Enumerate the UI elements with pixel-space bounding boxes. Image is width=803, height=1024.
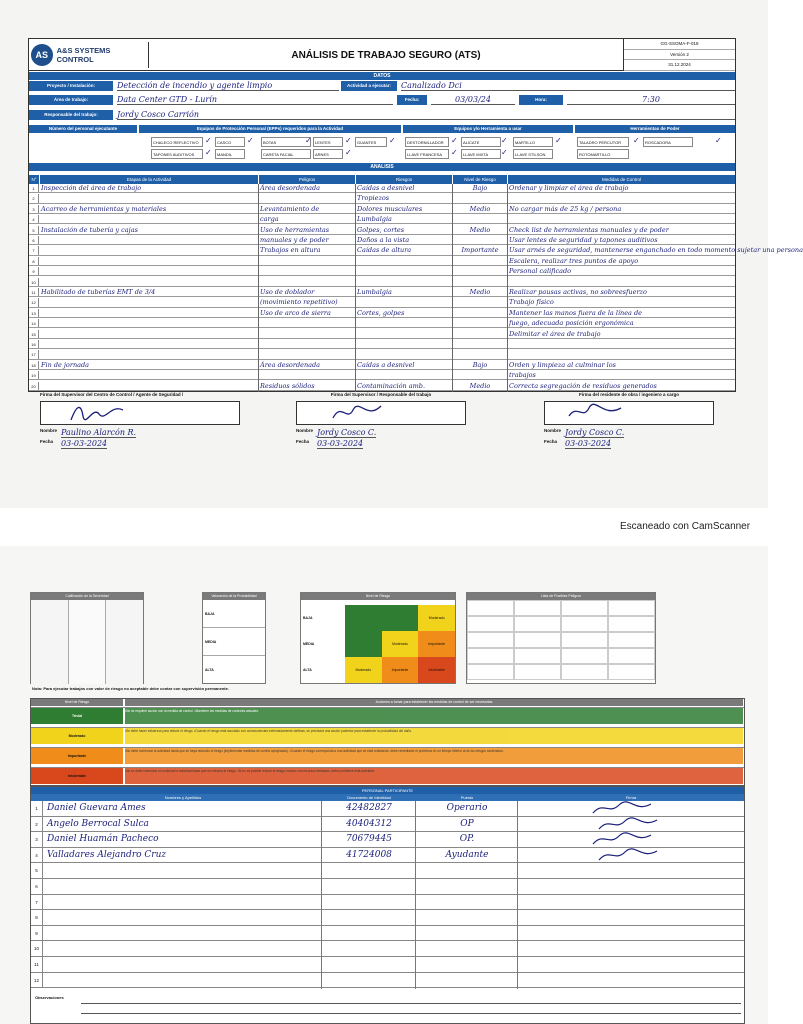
epp-item: BOTAS xyxy=(261,137,311,147)
personal-row xyxy=(31,832,744,848)
fecha-label: Fecha: xyxy=(397,95,427,105)
cell-dni xyxy=(325,957,413,972)
checkmark-icon: ✓ xyxy=(345,136,352,145)
cell-riesgo: Daños a la vista xyxy=(357,236,410,244)
risk-level-name: Intolerable xyxy=(31,768,123,784)
power-item: ROSCADORA xyxy=(643,137,693,147)
cell-nombre: Daniel Guevara Ames xyxy=(47,803,146,813)
cell-peligro: carga xyxy=(260,215,279,224)
checkmark-icon: ✓ xyxy=(247,136,254,145)
tool-item: DESTORNILLADOR xyxy=(405,137,449,147)
personal-row xyxy=(31,817,744,833)
row-number: 2 xyxy=(31,817,43,832)
cell-puesto xyxy=(419,957,515,972)
col-puesto-header: Puesto xyxy=(460,795,474,800)
nombre-label: Nombre xyxy=(544,428,562,433)
epp-item: CASCO xyxy=(215,137,245,147)
responsable-value: Jordy Cosco Carrión xyxy=(117,110,735,120)
cell-nivel: Bajo xyxy=(472,184,488,192)
fecha-label: Fecha xyxy=(296,439,310,444)
firma-supervisor-control xyxy=(40,392,240,462)
cell-peligro: Trabajos en altura xyxy=(260,246,321,255)
cell-nombre xyxy=(47,910,319,925)
analisis-row xyxy=(29,288,735,297)
cell-puesto xyxy=(419,926,515,941)
epp-item: TAPONES AUDITIVOS xyxy=(151,149,203,159)
analisis-row xyxy=(29,330,735,339)
col-num-header: N° xyxy=(29,175,39,184)
scanned-page-1 xyxy=(0,0,803,508)
cell-dni: 40404312 xyxy=(346,818,392,829)
signature-mark xyxy=(327,402,387,424)
nombre-label: Nombre xyxy=(40,428,58,433)
hora-label: Hora: xyxy=(519,95,563,105)
probabilidad-table xyxy=(202,592,266,684)
cell-dni xyxy=(325,895,413,910)
row-number: 6 xyxy=(29,236,39,244)
actividad-label: Actividad a ejecutar: xyxy=(341,81,397,91)
row-number: 12 xyxy=(29,298,39,306)
mini-title: Calificación de la Severidad xyxy=(31,593,143,600)
cell-control: Check list de herramientas manuales y de poder xyxy=(509,225,669,234)
nombre-value: Paulino Alarcón R. xyxy=(61,428,137,437)
cell-nombre: Daniel Huamán Pacheco xyxy=(47,834,159,845)
cell-peligro: Uso de doblador xyxy=(260,288,315,296)
cell-control: Ordenar y limpiar el área de trabajo xyxy=(509,184,629,192)
checkmark-icon: ✓ xyxy=(555,136,562,145)
row-number: 5 xyxy=(29,226,39,234)
personal-row xyxy=(31,895,744,911)
mini-title: Nivel de Riesgo xyxy=(301,593,455,600)
personal-row xyxy=(31,957,744,973)
cell-nivel: Importante xyxy=(461,246,499,255)
epp-item: ARNES xyxy=(313,149,343,159)
signature-mark xyxy=(591,801,661,816)
analisis-row xyxy=(29,361,735,370)
document-meta xyxy=(623,39,735,71)
analisis-row xyxy=(29,194,735,203)
analisis-row xyxy=(29,340,735,349)
fecha-label: Fecha xyxy=(40,439,54,444)
tool-item: ALICATE xyxy=(461,137,501,147)
row-number: 15 xyxy=(29,330,39,338)
risk-level-row xyxy=(31,767,744,783)
epp-item: CARETA FACIAL xyxy=(261,149,311,159)
risk-actions-table xyxy=(30,698,745,786)
cell-dni: 42482827 xyxy=(346,803,392,813)
company-logo xyxy=(31,42,149,68)
col-control-header: Medidas de Control xyxy=(508,175,735,184)
area-label: Área de trabajo: xyxy=(29,95,113,105)
col-dni-header: Documento de Identidad xyxy=(347,795,391,800)
row-number: 8 xyxy=(29,257,39,265)
matrix-cell: Moderado xyxy=(418,605,455,631)
checkmark-icon: ✓ xyxy=(345,148,352,157)
cell-control: Escalera, realizar tres puntos de apoyo xyxy=(509,256,639,265)
logo-icon: AS xyxy=(31,44,53,66)
cell-dni xyxy=(325,926,413,941)
cell-nombre xyxy=(47,957,319,972)
cell-dni: 41724008 xyxy=(346,849,392,860)
analisis-row xyxy=(29,215,735,224)
cell-peligro: Uso de arco de sierra xyxy=(260,308,331,317)
analisis-row xyxy=(29,236,735,245)
row-number: 13 xyxy=(29,309,39,317)
cell-paso: Acarreo de herramientas y materiales xyxy=(41,204,167,213)
personal-row xyxy=(31,848,744,864)
cell-nombre xyxy=(47,941,319,956)
cell-peligro: Uso de herramientas xyxy=(260,225,330,234)
row-number: 1 xyxy=(31,801,43,816)
cell-control: Usar lentes de seguridad y tapones auditivos xyxy=(509,236,658,244)
row-number: 2 xyxy=(29,194,39,202)
col-nombres-header: Nombres y Apellidos xyxy=(164,795,202,800)
actividad-value: Canalizado Dci xyxy=(401,81,735,91)
hora-value: 7:30 xyxy=(567,95,735,105)
analisis-row xyxy=(29,267,735,276)
cell-control: Correcta segregación de residuos generados xyxy=(509,381,657,390)
col-riesgo-header: Riesgos xyxy=(356,175,452,184)
epp-item: LENTES xyxy=(313,137,343,147)
cell-dni: 70679445 xyxy=(346,834,392,845)
matrix-cell: Importante xyxy=(418,631,455,657)
row-number: 11 xyxy=(29,288,39,296)
checkmark-icon: ✓ xyxy=(205,148,212,157)
cell-dni xyxy=(325,863,413,878)
personal-row xyxy=(31,863,744,879)
cell-puesto xyxy=(419,941,515,956)
power-item: ROTOMARTILLO xyxy=(577,149,629,159)
responsable-label: Responsable del trabajo: xyxy=(29,110,113,120)
analisis-row xyxy=(29,246,803,255)
mini-title: Lista de Posibles Peligros xyxy=(467,593,655,600)
analisis-row xyxy=(29,319,735,328)
cell-riesgo: Lumbalgia xyxy=(357,215,392,224)
cell-peligro: Levantamiento de xyxy=(260,204,320,213)
cell-dni xyxy=(325,910,413,925)
cell-puesto: OP. xyxy=(459,834,475,845)
cell-nombre xyxy=(47,863,319,878)
risk-level-actions: •No se requiere acción con la medida de control. •Mantener las medidas de controles actuales. xyxy=(125,708,743,724)
cell-peligro: (movimiento repetitivo) xyxy=(260,298,338,307)
area-value: Data Center GTD - Lurín xyxy=(117,95,393,105)
tool-item: LLAVE FRANCESA xyxy=(405,149,449,159)
col-nivel-header: Nivel de Riesgo xyxy=(453,175,507,184)
cell-paso: Instalación de tubería y cajas xyxy=(41,225,138,234)
firma-residente xyxy=(544,392,714,462)
analisis-row xyxy=(29,382,735,391)
signature-box xyxy=(544,401,714,425)
tool-item: LLAVE MIXTA xyxy=(461,149,501,159)
cell-riesgo: Tropiezos xyxy=(357,194,390,203)
risk-level-name: Moderado xyxy=(31,728,123,744)
row-number: 7 xyxy=(29,246,39,254)
document-version: Versión 2 xyxy=(624,50,735,61)
risk-level-row xyxy=(31,707,744,723)
risk-level-row xyxy=(31,727,744,743)
checkmark-icon: ✓ xyxy=(389,136,396,145)
analisis-row xyxy=(29,184,735,193)
personal-row xyxy=(31,879,744,895)
matrix-cell: Moderado xyxy=(345,657,382,683)
cell-nombre: Angelo Berrocal Sulca xyxy=(47,818,149,829)
cell-control: fuego, adecuada posición ergonómica xyxy=(509,319,634,328)
firma-title: Firma del Supervisor / Responsable del trabajo xyxy=(330,392,432,397)
prob-level: ALTA xyxy=(205,668,214,672)
risk-actions-header: Acciones a tomar para establecer las medidas de control de ser necesarias xyxy=(125,699,743,706)
form-header xyxy=(29,39,735,71)
personal-title: PERSONAL PARTICIPANTE xyxy=(31,787,744,794)
row-number: 14 xyxy=(29,319,39,327)
proyecto-label: Proyecto / Instalación: xyxy=(29,81,113,91)
analisis-row xyxy=(29,278,735,287)
row-number: 11 xyxy=(31,957,43,972)
cell-control: trabajos xyxy=(509,371,536,380)
checkmark-icon: ✓ xyxy=(633,136,640,145)
cell-control: Delimitar el área de trabajo xyxy=(509,329,601,338)
epp-item: GUANTES xyxy=(355,137,387,147)
cell-puesto xyxy=(419,879,515,894)
observaciones-label: Observaciones xyxy=(35,995,64,1000)
cell-dni xyxy=(325,879,413,894)
cell-puesto xyxy=(419,863,515,878)
row-number: 5 xyxy=(31,863,43,878)
analisis-row xyxy=(29,371,735,380)
document-code: GG-SSOMA-F-018 xyxy=(624,39,735,50)
cell-control: Realizar pausas activas, no sobreesfuerzo xyxy=(509,288,647,296)
row-number: 9 xyxy=(31,926,43,941)
peligros-table xyxy=(466,592,656,684)
analisis-row xyxy=(29,309,735,318)
cell-puesto xyxy=(419,895,515,910)
risk-level-header: Nivel de Riesgo xyxy=(31,699,123,706)
row-number: 4 xyxy=(31,848,43,863)
risk-level-row xyxy=(31,747,744,763)
row-number: 12 xyxy=(31,973,43,988)
camscanner-watermark: Escaneado con CamScanner xyxy=(620,521,751,532)
col-firma-header: Firma xyxy=(625,795,637,800)
fecha-value: 03/03/24 xyxy=(431,95,515,105)
matrix-cell: Intolerable xyxy=(418,657,455,683)
matrix-row-label: MEDIA xyxy=(303,642,315,646)
signature-mark xyxy=(591,832,661,847)
company-name: A&S SYSTEMS CONTROL xyxy=(56,46,111,64)
tool-item: MARTILLO xyxy=(513,137,553,147)
cell-riesgo: Dolores musculares xyxy=(357,204,423,213)
firma-title: Firma del residente de obra / ingeniero a cargo xyxy=(578,392,680,397)
row-number: 18 xyxy=(29,361,39,369)
checkmark-icon: ✓ xyxy=(205,136,212,145)
cell-nivel: Bajo xyxy=(472,360,488,369)
col-peligro-header: Peligros xyxy=(259,175,355,184)
personal-row xyxy=(31,973,744,989)
cell-dni xyxy=(325,941,413,956)
mini-title: Valoración de la Probabilidad xyxy=(203,593,265,600)
cell-peligro: Área desordenada xyxy=(260,184,321,192)
signature-box xyxy=(296,401,466,425)
cell-nivel: Medio xyxy=(469,225,491,234)
analisis-row xyxy=(29,350,735,359)
signature-mark xyxy=(67,402,127,424)
cell-nombre xyxy=(47,895,319,910)
proyecto-value: Detección de incendio y agente limpio xyxy=(117,81,339,91)
cell-paso: Habilitado de tuberías EMT de 3/4 xyxy=(41,288,156,296)
cell-nombre xyxy=(47,926,319,941)
row-number: 7 xyxy=(31,895,43,910)
row-number: 20 xyxy=(29,382,39,390)
signature-mark xyxy=(597,817,667,832)
col-pasos-header: Etapas de la Actividad xyxy=(40,175,258,184)
nombre-label: Nombre xyxy=(296,428,314,433)
analisis-row xyxy=(29,226,735,235)
row-number: 3 xyxy=(31,832,43,847)
row-number: 4 xyxy=(29,215,39,223)
signature-mark xyxy=(565,402,625,424)
fecha-label: Fecha xyxy=(544,439,558,444)
risk-matrix xyxy=(300,592,456,684)
ats-form-sheet xyxy=(28,38,803,392)
risk-level-actions: •No debe comenzar la actividad hasta que se haya reducido el riesgo (implementar medidas de control apropiadas). •Cuando el riesgo corresponda a una actividad que se está realizando, debe remediarse el problema en un tiempo inferior al de los riesgos moderados. xyxy=(125,748,743,764)
personal-table xyxy=(30,786,745,1024)
datos-section-bar: DATOS xyxy=(29,72,735,80)
firma-title: Firma del Supervisor del Centro de Control / Agente de Seguridad / xyxy=(40,392,184,397)
analisis-row xyxy=(29,205,735,214)
cell-riesgo: Caídas de altura xyxy=(357,246,412,255)
matrix-cell: Importante xyxy=(382,657,419,683)
analisis-section-bar: ANALISIS xyxy=(29,163,735,171)
checkmark-icon: ✓ xyxy=(451,148,458,157)
cell-riesgo: Lumbalgia xyxy=(357,288,392,296)
epp-item: MANDIL xyxy=(215,149,245,159)
scanned-page-2 xyxy=(0,546,768,1024)
row-number: 19 xyxy=(29,371,39,379)
prob-level: MEDIA xyxy=(203,628,265,656)
row-number: 16 xyxy=(29,340,39,348)
row-number: 9 xyxy=(29,267,39,275)
fecha-value: 03-03-2024 xyxy=(61,439,108,448)
checkmark-icon: ✓ xyxy=(501,136,508,145)
personal-row xyxy=(31,801,744,817)
poder-label: Herramientas de Poder xyxy=(575,125,735,133)
cell-riesgo: Caídas a desnivel xyxy=(357,360,415,369)
cell-control: Orden y limpieza al culminar los xyxy=(509,360,616,369)
cell-puesto: Ayudante xyxy=(445,849,489,860)
row-number: 10 xyxy=(29,278,39,286)
row-number: 3 xyxy=(29,205,39,213)
cell-control: Personal calificado xyxy=(509,267,572,276)
row-number: 6 xyxy=(31,879,43,894)
nombre-value: Jordy Cosco C. xyxy=(317,428,377,437)
personal-row xyxy=(31,926,744,942)
cell-paso: Fin de jornada xyxy=(41,360,90,369)
cell-peligro: Área desordenada xyxy=(260,360,321,369)
severidad-table xyxy=(30,592,144,684)
cell-nivel: Medio xyxy=(469,288,491,296)
cell-peligro: manuales y de poder xyxy=(260,236,329,244)
cell-riesgo: Contaminación amb. xyxy=(357,381,426,390)
risk-level-name: Importante xyxy=(31,748,123,764)
equipos-label: Equipos y/o Herramienta a usar xyxy=(403,125,573,133)
epp-label: Equipos de Protección Personal (EPPs) requeridos para la Actividad xyxy=(139,125,401,133)
epp-item: CHALECO REFLECTIVO xyxy=(151,137,203,147)
firma-supervisor-responsable xyxy=(296,392,466,462)
cell-puesto: Operario xyxy=(446,803,488,813)
checkmark-icon: ✓ xyxy=(305,136,312,145)
cell-riesgo: Golpes, cortes xyxy=(357,225,405,234)
checkmark-icon: ✓ xyxy=(501,148,508,157)
checkmark-icon: ✓ xyxy=(715,136,722,145)
risk-level-actions: •No se debe comenzar ni continuar la actividad hasta que se reduzca el riesgo. •Si no es posible reducir el riesgo, incluso con recursos ilimitados, debe prohibirse esta actividad. xyxy=(125,768,743,784)
cell-paso: Inspección del área de trabajo xyxy=(41,184,142,192)
cell-control: Usar arnés de seguridad, mantenerse enganchado en todo momento sujetar una persona xyxy=(509,246,803,255)
personal-row xyxy=(31,910,744,926)
cell-nivel: Medio xyxy=(469,204,491,213)
personal-label: Número del personal ejecutante xyxy=(29,125,137,133)
cell-puesto: OP xyxy=(460,818,474,829)
cell-nivel: Medio xyxy=(469,381,491,390)
cell-dni xyxy=(325,973,413,988)
risk-level-name: Trivial xyxy=(31,708,123,724)
cell-peligro: Residuos sólidos xyxy=(260,381,315,390)
cell-nombre xyxy=(47,973,319,988)
nota-supervision: Nota: Para ejecutar trabajos con valor de riesgo no aceptable debe contar con supervisión permanente. xyxy=(32,686,229,691)
analisis-row xyxy=(29,257,735,266)
fecha-value: 03-03-2024 xyxy=(565,439,612,448)
cell-riesgo: Caídas a desnivel xyxy=(357,184,415,192)
row-number: 8 xyxy=(31,910,43,925)
document-date: 31.12.2024 xyxy=(624,60,735,71)
matrix-row-label: BAJA xyxy=(303,616,313,620)
signature-mark xyxy=(597,848,667,863)
cell-control: Trabajo físico xyxy=(509,298,554,307)
cell-riesgo: Cortes, golpes xyxy=(357,308,405,317)
cell-nombre: Valladares Alejandro Cruz xyxy=(47,849,167,860)
matrix-cell: Moderado xyxy=(382,631,419,657)
signature-box xyxy=(40,401,240,425)
analisis-row xyxy=(29,298,735,307)
cell-nombre xyxy=(47,879,319,894)
row-number: 10 xyxy=(31,941,43,956)
cell-control: No cargar más de 25 kg / persona xyxy=(509,204,622,213)
document-title: ANÁLISIS DE TRABAJO SEGURO (ATS) xyxy=(291,49,481,61)
checkmark-icon: ✓ xyxy=(451,136,458,145)
tool-item: LLAVE STILSON xyxy=(513,149,553,159)
risk-level-actions: •Se debe hacer esfuerzos para reducir el riesgo. •Cuando el riesgo está asociado con consecuencias extremadamente dañinas, se precisará una acción posterior para establecer la probabilidad del daño. xyxy=(125,728,743,744)
prob-level: BAJA xyxy=(203,600,265,628)
row-number: 1 xyxy=(29,184,39,192)
power-item: TALADRO PERCUTOR xyxy=(577,137,629,147)
fecha-value: 03-03-2024 xyxy=(317,439,364,448)
cell-puesto xyxy=(419,973,515,988)
cell-control: Mantener las manos fuera de la línea de xyxy=(509,308,642,317)
row-number: 17 xyxy=(29,350,39,358)
nombre-value: Jordy Cosco C. xyxy=(565,428,625,437)
cell-puesto xyxy=(419,910,515,925)
matrix-row-label: ALTA xyxy=(303,668,312,672)
personal-row xyxy=(31,941,744,957)
